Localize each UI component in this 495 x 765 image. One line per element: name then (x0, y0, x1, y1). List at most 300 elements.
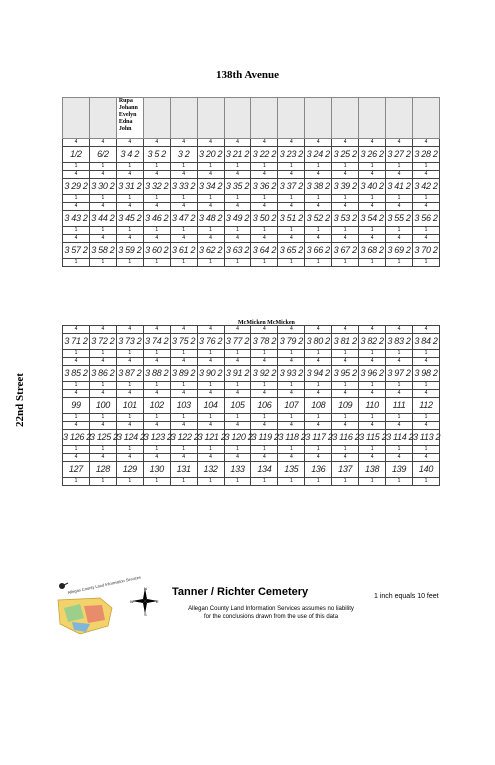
lot-cell: 3 88 2 (143, 366, 170, 382)
lot-cell: 4 (359, 139, 386, 147)
lot-cell: 1 (197, 478, 224, 486)
lot-cell: 135 (278, 462, 305, 478)
lot-cell: 4 (197, 326, 224, 334)
lot-cell: 4 (197, 203, 224, 211)
lot-cell: 4 (305, 422, 332, 430)
lot-row-four (63, 422, 440, 430)
lot-cell: 4 (197, 235, 224, 243)
lot-cell: 3 97 2 (386, 366, 413, 382)
lot-row-one (63, 163, 440, 171)
lot-row-four (63, 358, 440, 366)
lot-cell: 3 69 2 (386, 243, 413, 259)
lot-cell: 4 (412, 171, 439, 179)
lot-cell: 3 90 2 (197, 366, 224, 382)
lot-cell: 3 126 2 (63, 430, 90, 446)
lot-cell: 4 (251, 358, 278, 366)
lot-cell: 3 79 2 (278, 334, 305, 350)
lot-cell: 1 (278, 259, 305, 267)
lot-cell: 4 (359, 203, 386, 211)
lot-cell: 3 81 2 (332, 334, 359, 350)
lot-cell: 4 (386, 390, 413, 398)
lot-cell: 3 83 2 (386, 334, 413, 350)
lot-cell: 4 (278, 139, 305, 147)
lot-cell: 4 (143, 171, 170, 179)
lot-cell: 4 (170, 139, 197, 147)
lot-cell: 1 (412, 382, 439, 390)
bottom-block-lots (63, 326, 440, 486)
lot-cell: 1 (89, 382, 116, 390)
lot-cell: 1 (170, 446, 197, 454)
lot-cell: 1 (305, 259, 332, 267)
lot-row-four (63, 454, 440, 462)
lot-cell: 1 (386, 195, 413, 203)
lot-cell: 3 57 2 (63, 243, 90, 259)
lot-cell: 3 118 2 (278, 430, 305, 446)
lot-cell: 4 (170, 454, 197, 462)
lot-cell: 3 37 2 (278, 179, 305, 195)
lot-cell: 109 (332, 398, 359, 414)
lot-cell: 1 (197, 350, 224, 358)
lot-row-one (63, 478, 440, 486)
lot-cell: 4 (143, 203, 170, 211)
lot-cell: 4 (89, 235, 116, 243)
lot-row-numbers (63, 366, 440, 382)
lot-row-numbers (63, 243, 440, 259)
lot-cell: 3 84 2 (412, 334, 439, 350)
lot-cell: 4 (359, 358, 386, 366)
lot-cell: 3 63 2 (224, 243, 251, 259)
lot-cell: 3 55 2 (386, 211, 413, 227)
lot-cell: 1 (251, 350, 278, 358)
lot-cell: 1 (63, 478, 90, 486)
lot-cell: 3 80 2 (305, 334, 332, 350)
lot-cell: 129 (116, 462, 143, 478)
lot-cell: 1 (386, 259, 413, 267)
lot-cell: 1 (278, 227, 305, 235)
lot-cell: 1 (116, 382, 143, 390)
lot-cell: 133 (224, 462, 251, 478)
lot-cell: 1 (386, 382, 413, 390)
lot-cell: 3 70 2 (412, 243, 439, 259)
lot-cell: 1 (251, 227, 278, 235)
lot-cell: 4 (143, 390, 170, 398)
lot-cell: 1 (305, 195, 332, 203)
lot-cell: 4 (89, 326, 116, 334)
lot-cell: 4 (251, 203, 278, 211)
lot-cell: 1 (224, 259, 251, 267)
lot-cell: 4 (197, 422, 224, 430)
lot-cell: 1 (89, 414, 116, 422)
lot-cell: 3 62 2 (197, 243, 224, 259)
lot-cell: 1 (386, 163, 413, 171)
lot-cell: 3 39 2 (332, 179, 359, 195)
lot-cell: 3 33 2 (170, 179, 197, 195)
top-block-lots (63, 139, 440, 267)
lot-cell: 3 73 2 (116, 334, 143, 350)
lot-cell: 1 (278, 446, 305, 454)
lot-cell: 1 (412, 414, 439, 422)
lot-cell: 3 22 2 (251, 147, 278, 163)
lot-cell: 1 (116, 414, 143, 422)
lot-cell: 4 (63, 358, 90, 366)
lot-row-numbers (63, 430, 440, 446)
lot-cell: 4 (386, 326, 413, 334)
lot-cell: 4 (386, 171, 413, 179)
lot-cell: 1 (359, 195, 386, 203)
lot-cell: 4 (278, 422, 305, 430)
lot-cell: 4 (224, 203, 251, 211)
lot-cell: 3 95 2 (332, 366, 359, 382)
lot-cell: 3 35 2 (224, 179, 251, 195)
lot-cell: 4 (143, 358, 170, 366)
lot-cell: 3 31 2 (116, 179, 143, 195)
lot-cell: 6/2 (89, 147, 116, 163)
lot-cell: 3 52 2 (305, 211, 332, 227)
lot-cell: 4 (63, 390, 90, 398)
lot-cell: 1 (224, 350, 251, 358)
lot-cell: 4 (116, 358, 143, 366)
lot-cell: 4 (386, 235, 413, 243)
lot-row-four (63, 203, 440, 211)
lot-cell: 3 5 2 (143, 147, 170, 163)
lot-cell: 4 (197, 390, 224, 398)
lot-cell: 1 (116, 163, 143, 171)
lot-cell: 1 (170, 382, 197, 390)
lot-cell: 1 (89, 478, 116, 486)
lot-cell: 3 86 2 (89, 366, 116, 382)
lot-cell: 1 (412, 478, 439, 486)
lot-cell: 1 (386, 478, 413, 486)
lot-cell: 3 64 2 (251, 243, 278, 259)
lot-row-one (63, 227, 440, 235)
lot-cell: 3 25 2 (332, 147, 359, 163)
lot-cell: 3 120 2 (224, 430, 251, 446)
lot-cell: 4 (63, 203, 90, 211)
lot-cell: 4 (412, 390, 439, 398)
lot-cell: 1 (224, 382, 251, 390)
lot-cell: 1 (332, 446, 359, 454)
lot-cell: 4 (251, 390, 278, 398)
lot-cell: 4 (412, 139, 439, 147)
lot-cell: 4 (251, 422, 278, 430)
lot-cell: 1 (251, 382, 278, 390)
lot-cell: 3 51 2 (278, 211, 305, 227)
lot-cell: 1 (305, 446, 332, 454)
lot-cell: 1 (412, 350, 439, 358)
lot-cell: 3 117 2 (305, 430, 332, 446)
scale-text: 1 inch equals 10 feet (374, 593, 439, 600)
lot-cell: 4 (332, 454, 359, 462)
svg-text:N: N (144, 586, 147, 591)
lot-cell: 4 (278, 326, 305, 334)
lot-cell: 1 (224, 163, 251, 171)
lot-cell: 3 28 2 (412, 147, 439, 163)
lot-cell: 1 (251, 195, 278, 203)
lot-cell: 105 (224, 398, 251, 414)
lot-cell: 4 (386, 422, 413, 430)
lot-cell: 110 (359, 398, 386, 414)
lot-cell: 1 (197, 446, 224, 454)
lot-cell: 1 (197, 259, 224, 267)
lot-cell: 1 (143, 195, 170, 203)
lot-cell: 3 30 2 (89, 179, 116, 195)
lot-cell: 4 (89, 139, 116, 147)
lot-cell: 104 (197, 398, 224, 414)
lot-cell: 1 (143, 446, 170, 454)
lot-cell: 4 (116, 203, 143, 211)
lot-cell: 4 (224, 139, 251, 147)
lot-cell: 3 44 2 (89, 211, 116, 227)
lot-cell: 1 (278, 195, 305, 203)
lot-cell: 1 (251, 163, 278, 171)
lot-cell: 128 (89, 462, 116, 478)
lot-cell: 3 65 2 (278, 243, 305, 259)
lot-cell: 3 40 2 (359, 179, 386, 195)
lot-cell: 4 (359, 390, 386, 398)
lot-cell: 1 (278, 350, 305, 358)
lot-row-one (63, 259, 440, 267)
lot-cell: 4 (332, 422, 359, 430)
lot-cell: 4 (224, 422, 251, 430)
lot-cell: 4 (143, 235, 170, 243)
lot-cell: 3 78 2 (251, 334, 278, 350)
lot-cell: 4 (170, 390, 197, 398)
lot-cell: 106 (251, 398, 278, 414)
lot-row-one (63, 414, 440, 422)
mcmicken-label: McMicken McMicken (238, 320, 295, 326)
lot-cell: 4 (197, 454, 224, 462)
lot-cell: 138 (359, 462, 386, 478)
lot-cell: 4 (89, 358, 116, 366)
lot-cell: 4 (386, 203, 413, 211)
lot-cell: 3 24 2 (305, 147, 332, 163)
lot-cell: 4 (224, 326, 251, 334)
lot-cell: 3 121 2 (197, 430, 224, 446)
lot-cell: 4 (116, 139, 143, 147)
lot-cell: 1 (332, 350, 359, 358)
lot-cell: 3 98 2 (412, 366, 439, 382)
lot-cell: 131 (170, 462, 197, 478)
lot-cell: 3 46 2 (143, 211, 170, 227)
lot-cell: 3 72 2 (89, 334, 116, 350)
lot-cell: 3 123 2 (143, 430, 170, 446)
lot-cell: 3 124 2 (116, 430, 143, 446)
lot-cell: 111 (386, 398, 413, 414)
lot-cell: 4 (116, 390, 143, 398)
lot-cell: 1 (143, 350, 170, 358)
lot-cell: 3 20 2 (197, 147, 224, 163)
lot-cell: 4 (197, 139, 224, 147)
lot-cell: 3 68 2 (359, 243, 386, 259)
lot-cell: 4 (170, 171, 197, 179)
lot-cell: 1 (359, 227, 386, 235)
lot-cell: 3 27 2 (386, 147, 413, 163)
lot-cell: 1 (170, 414, 197, 422)
lot-cell: 4 (305, 139, 332, 147)
lot-cell: 4 (305, 326, 332, 334)
lot-cell: 4 (224, 390, 251, 398)
lot-cell: 130 (143, 462, 170, 478)
lot-cell: 1 (278, 163, 305, 171)
lot-row-one (63, 382, 440, 390)
lot-cell: 3 92 2 (251, 366, 278, 382)
cemetery-block-top (62, 97, 440, 267)
lot-cell: 1 (278, 414, 305, 422)
lot-cell: 4 (116, 454, 143, 462)
cemetery-block-bottom (62, 325, 440, 486)
lot-cell: 1 (116, 446, 143, 454)
lot-cell: 3 87 2 (116, 366, 143, 382)
lot-cell: 4 (251, 235, 278, 243)
compass-icon (130, 586, 160, 616)
lot-cell: 1 (224, 478, 251, 486)
lot-cell: 4 (63, 235, 90, 243)
lot-cell: 4 (63, 171, 90, 179)
lot-cell: 4 (305, 358, 332, 366)
lot-cell: 102 (143, 398, 170, 414)
lot-cell: 4 (89, 171, 116, 179)
lot-cell: 1 (278, 382, 305, 390)
lot-cell: 1 (170, 227, 197, 235)
lot-cell: 1 (63, 414, 90, 422)
lot-cell: 1 (89, 259, 116, 267)
lot-cell: 1 (197, 163, 224, 171)
lot-cell: 1 (89, 227, 116, 235)
lot-cell: 1 (305, 227, 332, 235)
lot-cell: 4 (412, 203, 439, 211)
lot-cell: 4 (63, 139, 90, 147)
lot-cell: 3 48 2 (197, 211, 224, 227)
lot-cell: 4 (143, 422, 170, 430)
lot-cell: 1 (170, 195, 197, 203)
lot-cell: 4 (278, 203, 305, 211)
lot-cell: 1 (412, 195, 439, 203)
lot-cell: 1 (63, 195, 90, 203)
lot-cell: 1 (89, 163, 116, 171)
lot-cell: 4 (359, 422, 386, 430)
street-label-22nd-street: 22nd Street (14, 373, 26, 427)
lot-cell: 1 (143, 478, 170, 486)
lot-cell: 1 (332, 163, 359, 171)
lot-cell: 4 (278, 171, 305, 179)
lot-cell: 3 26 2 (359, 147, 386, 163)
lot-cell: 3 74 2 (143, 334, 170, 350)
lot-cell: 3 2 (170, 147, 197, 163)
lot-cell: 4 (412, 358, 439, 366)
lot-cell: 1 (251, 446, 278, 454)
lot-cell: 1 (170, 350, 197, 358)
lot-cell: 3 60 2 (143, 243, 170, 259)
lot-cell: 4 (386, 358, 413, 366)
lot-cell: 1 (412, 227, 439, 235)
svg-text:E: E (156, 599, 159, 604)
lot-cell: 4 (412, 235, 439, 243)
lot-cell: 4 (359, 326, 386, 334)
lot-cell: 1 (332, 382, 359, 390)
lot-cell: 3 66 2 (305, 243, 332, 259)
lot-cell: 3 61 2 (170, 243, 197, 259)
lot-cell: 1 (359, 350, 386, 358)
lot-cell: 1 (359, 163, 386, 171)
lot-cell: 4 (278, 235, 305, 243)
lot-cell: 127 (63, 462, 90, 478)
lot-row-four (63, 139, 440, 147)
lot-cell: 1 (332, 478, 359, 486)
lot-cell: 3 23 2 (278, 147, 305, 163)
lot-cell: 4 (251, 139, 278, 147)
lot-cell: 4 (386, 454, 413, 462)
lot-cell: 4 (251, 171, 278, 179)
lot-cell: 3 53 2 (332, 211, 359, 227)
lot-cell: 1 (170, 259, 197, 267)
lot-cell: 3 50 2 (251, 211, 278, 227)
lot-cell: 1 (412, 259, 439, 267)
lot-cell: 4 (143, 326, 170, 334)
lot-cell: 4 (143, 454, 170, 462)
lot-cell: 3 93 2 (278, 366, 305, 382)
lot-row-numbers (63, 147, 440, 163)
lot-row-one (63, 446, 440, 454)
lot-cell: 1/2 (63, 147, 90, 163)
lot-cell: 1 (305, 163, 332, 171)
lot-cell: 1 (386, 446, 413, 454)
lot-cell: 4 (412, 454, 439, 462)
lot-cell: 108 (305, 398, 332, 414)
street-label-138th-avenue: 138th Avenue (215, 69, 280, 81)
lot-cell: 132 (197, 462, 224, 478)
lot-cell: 1 (116, 195, 143, 203)
lot-cell: 103 (170, 398, 197, 414)
lot-cell: 1 (332, 195, 359, 203)
lot-cell: 3 45 2 (116, 211, 143, 227)
lot-cell: 4 (63, 422, 90, 430)
lot-cell: 3 116 2 (332, 430, 359, 446)
lot-cell: 4 (278, 390, 305, 398)
lot-cell: 140 (412, 462, 439, 478)
lot-cell: 3 76 2 (197, 334, 224, 350)
county-logo (50, 574, 142, 638)
lot-cell: 4 (359, 171, 386, 179)
lot-cell: 3 4 2 (116, 147, 143, 163)
lot-cell: 3 34 2 (197, 179, 224, 195)
lot-cell: 112 (412, 398, 439, 414)
lot-cell: 1 (63, 446, 90, 454)
lot-cell: 3 125 2 (89, 430, 116, 446)
lot-cell: 100 (89, 398, 116, 414)
lot-cell: 4 (89, 390, 116, 398)
lot-cell: 139 (386, 462, 413, 478)
lot-cell: 3 89 2 (170, 366, 197, 382)
lot-cell: 4 (170, 235, 197, 243)
lot-cell: 4 (278, 454, 305, 462)
lot-cell: 4 (332, 326, 359, 334)
lot-cell: 4 (386, 139, 413, 147)
lot-cell: 4 (305, 203, 332, 211)
lot-cell: 4 (224, 171, 251, 179)
lot-cell: 1 (116, 227, 143, 235)
lot-cell: 4 (63, 454, 90, 462)
lot-cell: 1 (224, 446, 251, 454)
lot-cell: 1 (305, 350, 332, 358)
lot-cell: 4 (224, 358, 251, 366)
lot-row-numbers (63, 211, 440, 227)
lot-cell: 1 (143, 163, 170, 171)
lot-cell: 4 (116, 422, 143, 430)
lot-cell: 3 115 2 (359, 430, 386, 446)
lot-cell: 136 (305, 462, 332, 478)
lot-cell: 4 (251, 454, 278, 462)
lot-cell: 1 (359, 478, 386, 486)
